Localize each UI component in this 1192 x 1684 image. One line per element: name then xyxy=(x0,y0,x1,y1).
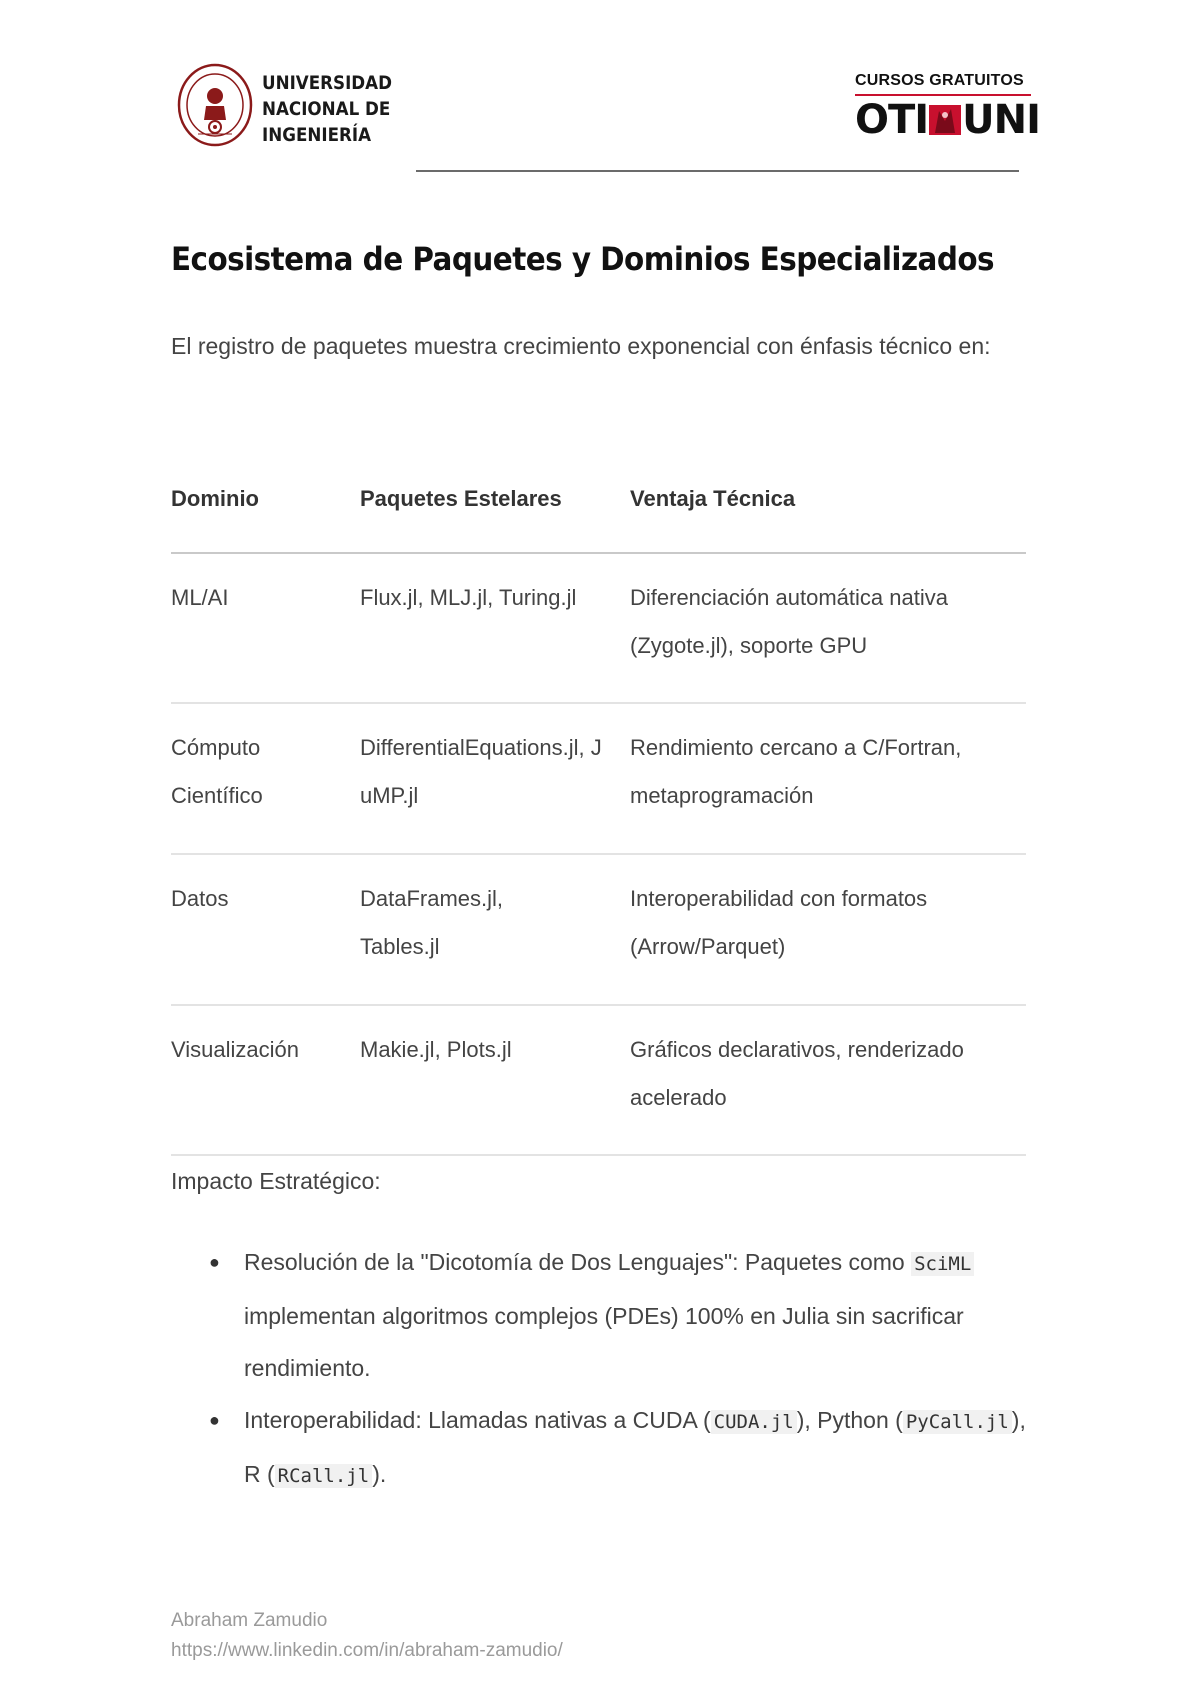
impacto-list xyxy=(171,1236,1031,1502)
bullet-text: ), Python ( xyxy=(796,1407,903,1433)
page-footer xyxy=(171,1606,563,1666)
bullet-text: implementan algoritmos complejos (PDEs) 100% en Julia sin sacrificar rendimiento. xyxy=(244,1303,964,1381)
uni-name xyxy=(262,70,392,148)
bullet-text: ), R ( xyxy=(244,1407,1026,1487)
page-header xyxy=(0,0,1192,180)
table-row xyxy=(171,855,1026,1006)
cell-dominio: Visualización xyxy=(171,1037,300,1062)
table-header xyxy=(171,470,1026,554)
bullet-text: Resolución de la "Dicotomía de Dos Lenguajes": Paquetes como xyxy=(244,1249,912,1275)
list-item xyxy=(171,1236,1031,1394)
bullet-text: Interoperabilidad: Llamadas nativas a CUDA ( xyxy=(244,1407,711,1433)
header-ventaja: Ventaja Técnica xyxy=(630,486,796,511)
cell-ventaja: Interoperabilidad con formatos (Arrow/Parquet) xyxy=(630,886,928,959)
brand-emblem-icon xyxy=(929,103,961,137)
uni-logo xyxy=(176,62,406,162)
otiuni-brand xyxy=(855,97,1041,143)
footer-link[interactable]: https://www.linkedin.com/in/abraham-zamudio/ xyxy=(171,1640,563,1661)
bullet-text: ). xyxy=(372,1461,387,1487)
logo-red-rule xyxy=(855,94,1031,96)
cell-dominio: Datos xyxy=(171,886,229,911)
table-row xyxy=(171,1006,1026,1156)
cell-paquetes: Flux.jl, MLJ.jl, Turing.jl xyxy=(360,585,577,610)
cell-paquetes: DifferentialEquations.jl, JuMP.jl xyxy=(360,735,602,808)
impacto-heading: Impacto Estratégico: xyxy=(171,1168,381,1194)
inline-code: CUDA.jl xyxy=(711,1410,797,1434)
cell-ventaja: Diferenciación automática nativa (Zygote.jl), soporte GPU xyxy=(630,585,948,658)
list-item xyxy=(171,1394,1031,1502)
inline-code: RCall.jl xyxy=(275,1464,373,1488)
table-row xyxy=(171,704,1026,855)
cursos-gratuitos-label: CURSOS GRATUITOS xyxy=(855,72,1024,89)
bullet-icon: ● xyxy=(209,1252,220,1272)
cell-ventaja: Rendimiento cercano a C/Fortran, metaprogramación xyxy=(630,735,962,808)
header-divider xyxy=(416,170,1019,172)
cell-paquetes: Makie.jl, Plots.jl xyxy=(360,1037,512,1062)
inline-code: SciML xyxy=(911,1252,974,1276)
header-paquetes: Paquetes Estelares xyxy=(360,486,562,511)
cell-dominio: Cómputo Científico xyxy=(171,735,263,808)
inline-code: PyCall.jl xyxy=(903,1410,1012,1434)
cell-dominio: ML/AI xyxy=(171,585,229,610)
uni-name-line-3: INGENIERÍA xyxy=(262,124,372,146)
header-dominio: Dominio xyxy=(171,486,259,511)
table-row xyxy=(171,554,1026,704)
brand-uni: UNI xyxy=(962,97,1041,143)
uni-seal-icon xyxy=(176,62,254,148)
brand-oti: OTI xyxy=(855,97,929,143)
cell-ventaja: Gráficos declarativos, renderizado acelerado xyxy=(630,1037,964,1110)
bullet-icon: ● xyxy=(209,1410,220,1430)
domains-table xyxy=(171,470,1026,1156)
uni-name-line-1: UNIVERSIDAD xyxy=(262,72,392,94)
otiuni-logo xyxy=(855,72,1041,143)
uni-name-line-2: NACIONAL DE xyxy=(262,98,391,120)
cell-paquetes: DataFrames.jl, Tables.jl xyxy=(360,886,504,959)
intro-paragraph: El registro de paquetes muestra crecimiento exponencial con énfasis técnico en: xyxy=(171,333,991,359)
page-title: Ecosistema de Paquetes y Dominios Especializados xyxy=(171,240,995,278)
footer-author: Abraham Zamudio xyxy=(171,1610,328,1631)
